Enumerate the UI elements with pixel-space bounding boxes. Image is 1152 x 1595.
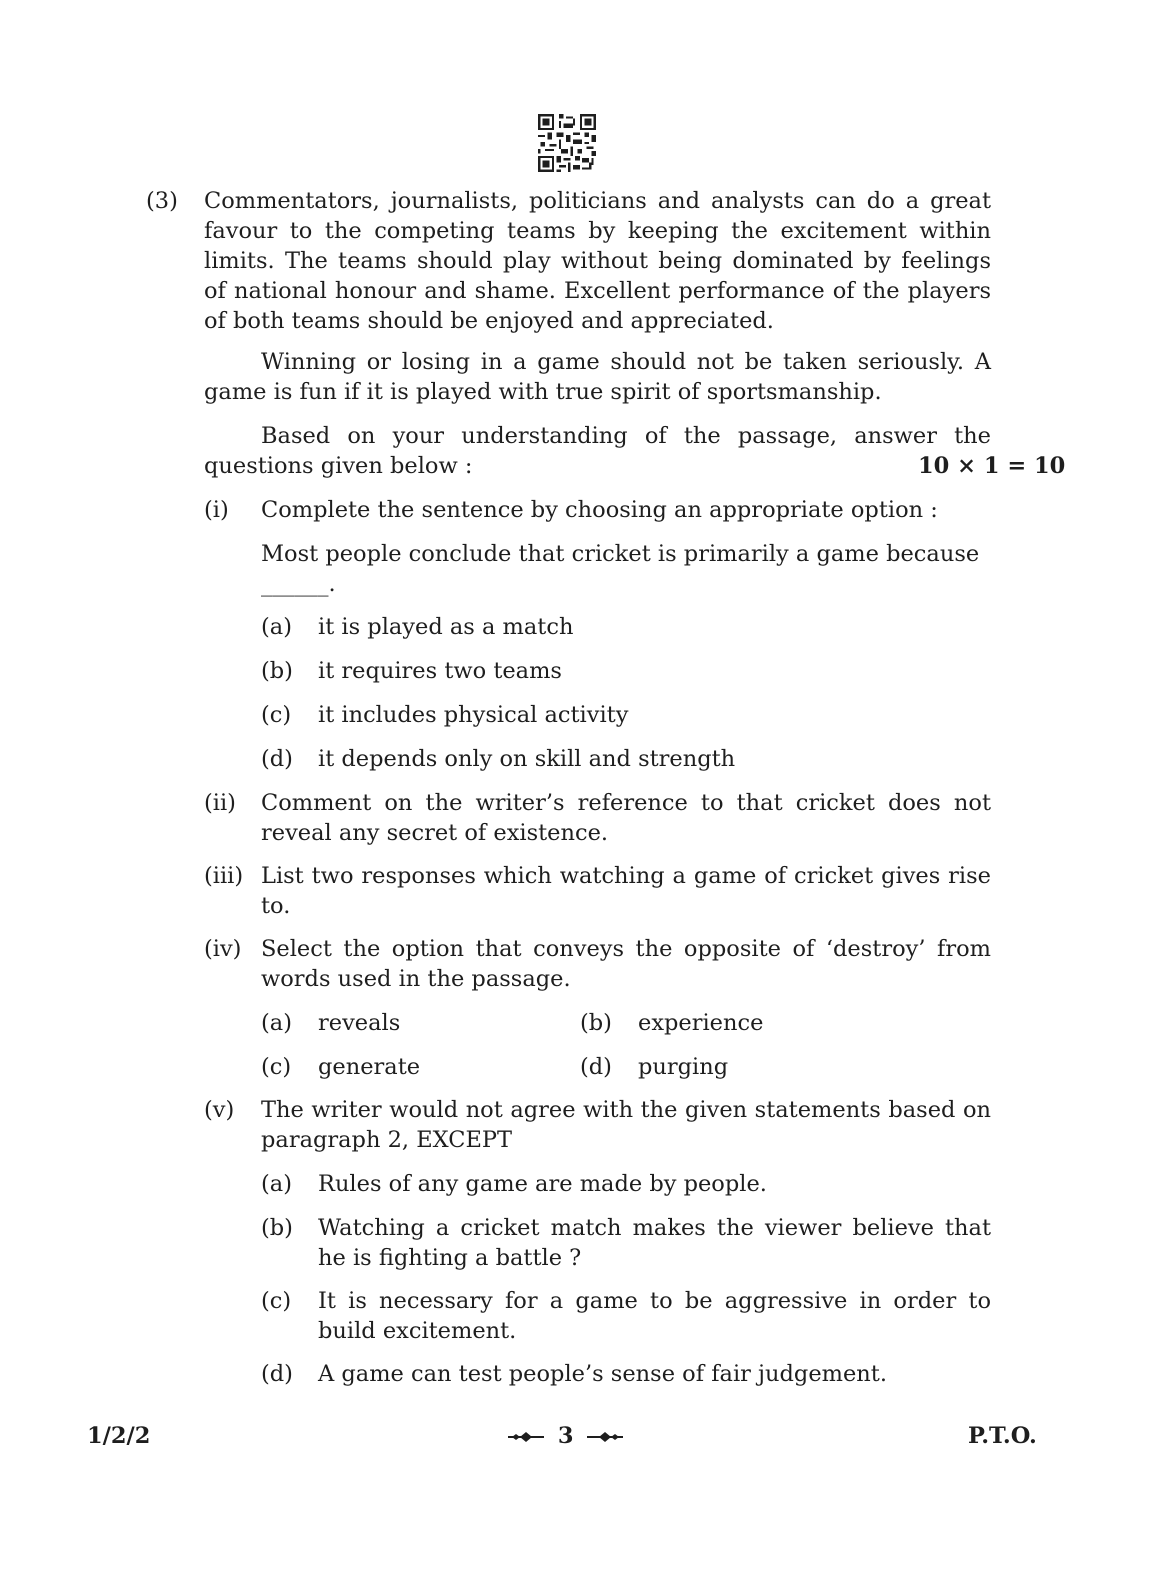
option-text: It is necessary for a game to be aggressive in order to build excitement. bbox=[318, 1288, 991, 1344]
option-text: it includes physical activity bbox=[318, 702, 629, 728]
question-stem: Most people conclude that cricket is primarily a game because bbox=[261, 541, 980, 567]
question-number: (iv) bbox=[204, 936, 242, 962]
paper-code: 1/2/2 bbox=[87, 1423, 151, 1449]
option-label: (d) bbox=[261, 1361, 293, 1387]
ornament-left-icon bbox=[508, 1430, 544, 1444]
question-text: List two responses which watching a game of cricket gives rise to. bbox=[261, 863, 991, 919]
question-text: The writer would not agree with the given statements based on paragraph 2, EXCEPT bbox=[261, 1097, 991, 1153]
page-number: 3 bbox=[557, 1423, 574, 1449]
passage-instruction: Based on your understanding of the passage, answer the questions given below : bbox=[204, 423, 991, 479]
option-text: it is played as a match bbox=[318, 614, 574, 640]
question-number: (ii) bbox=[204, 790, 236, 816]
question-text: Complete the sentence by choosing an appropriate option : bbox=[261, 497, 938, 523]
marks-allocation: 10 × 1 = 10 bbox=[918, 453, 1066, 479]
option-label: (d) bbox=[261, 746, 293, 772]
page-number-group bbox=[508, 1423, 623, 1449]
passage-paragraph-1: Commentators, journalists, politicians and analysts can do a great favour to the competing teams by keeping the excitement within limits. The teams should play without being dominated by feelings of national honour and shame. Excellent performance of the players of both teams should be enjoyed and appreciated. bbox=[204, 188, 991, 334]
option-label: (b) bbox=[261, 658, 293, 684]
option-label: (c) bbox=[261, 702, 292, 728]
option-text: Rules of any game are made by people. bbox=[318, 1171, 767, 1197]
passage-paragraph-2: Winning or losing in a game should not be taken seriously. A game is fun if it is played with true spirit of sportsmanship. bbox=[204, 349, 991, 405]
option-text: A game can test people’s sense of fair judgement. bbox=[318, 1361, 887, 1387]
question-number: (i) bbox=[204, 497, 229, 523]
option-label: (d) bbox=[580, 1054, 612, 1080]
question-number: (v) bbox=[204, 1097, 235, 1123]
option-label: (c) bbox=[261, 1288, 292, 1314]
option-label: (b) bbox=[261, 1215, 293, 1241]
answer-blank: ______. bbox=[261, 571, 336, 597]
option-text: it requires two teams bbox=[318, 658, 562, 684]
option-text: generate bbox=[318, 1054, 421, 1080]
option-label: (b) bbox=[580, 1010, 612, 1036]
question-number: (iii) bbox=[204, 863, 244, 889]
option-label: (a) bbox=[261, 1010, 292, 1036]
option-text: purging bbox=[638, 1054, 729, 1080]
option-text: reveals bbox=[318, 1010, 401, 1036]
ornament-right-icon bbox=[587, 1430, 623, 1444]
option-text: Watching a cricket match makes the viewer believe that he is fighting a battle ? bbox=[318, 1215, 991, 1271]
option-text: it depends only on skill and strength bbox=[318, 746, 736, 772]
option-label: (a) bbox=[261, 614, 292, 640]
option-label: (c) bbox=[261, 1054, 292, 1080]
qr-code bbox=[538, 114, 596, 172]
question-text: Select the option that conveys the opposite of ‘destroy’ from words used in the passage. bbox=[261, 936, 991, 992]
question-text: Comment on the writer’s reference to that cricket does not reveal any secret of existence. bbox=[261, 790, 991, 846]
option-text: experience bbox=[638, 1010, 764, 1036]
passage-number: (3) bbox=[146, 188, 178, 214]
option-label: (a) bbox=[261, 1171, 292, 1197]
pto-label: P.T.O. bbox=[968, 1423, 1037, 1449]
